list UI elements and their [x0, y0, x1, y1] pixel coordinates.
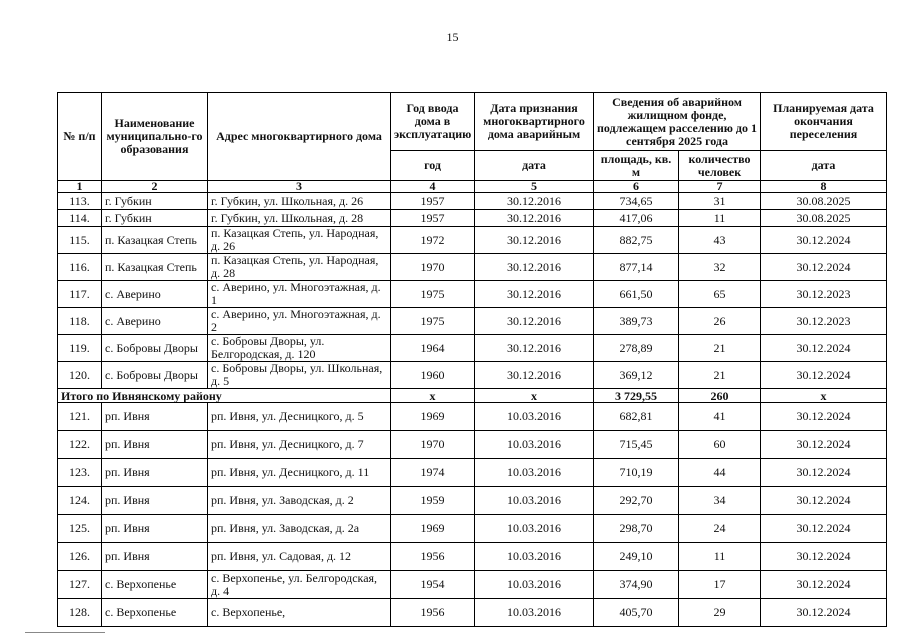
municipality-cell: с. Аверино [102, 281, 208, 308]
municipality-cell: рп. Ивня [102, 543, 208, 571]
column-number: 8 [761, 181, 887, 193]
table-body-part-a [58, 193, 887, 389]
emergency-date-cell: 10.03.2016 [475, 543, 594, 571]
emergency-date-cell: 30.12.2016 [475, 308, 594, 335]
page-bottom-rule [25, 632, 105, 633]
table-body-part-b [58, 403, 887, 627]
table-row [58, 459, 887, 487]
address-cell: с. Аверино, ул. Многоэтажная, д. 2 [208, 308, 391, 335]
year-cell: 1970 [391, 254, 475, 281]
emergency-date-cell: 10.03.2016 [475, 571, 594, 599]
header-num: № п/п [58, 93, 102, 181]
column-number: 7 [679, 181, 761, 193]
year-cell: 1969 [391, 403, 475, 431]
table-row [58, 254, 887, 281]
area-cell: 405,70 [594, 599, 679, 627]
area-cell: 715,45 [594, 431, 679, 459]
people-cell: 60 [679, 431, 761, 459]
subheader-date: дата [475, 151, 594, 181]
address-cell: с. Бобровы Дворы, ул. Белгородская, д. 120 [208, 335, 391, 362]
address-cell: рп. Ивня, ул. Садовая, д. 12 [208, 543, 391, 571]
table-row [58, 487, 887, 515]
municipality-cell: с. Бобровы Дворы [102, 362, 208, 389]
people-cell: 43 [679, 227, 761, 254]
emergency-date-cell: 10.03.2016 [475, 403, 594, 431]
total-label: Итого по Ивнянскому району [58, 389, 391, 403]
total-plan: x [761, 389, 887, 403]
area-cell: 682,81 [594, 403, 679, 431]
plan-date-cell: 30.08.2025 [761, 210, 887, 227]
year-cell: 1956 [391, 543, 475, 571]
row-number: 125. [58, 515, 102, 543]
year-cell: 1957 [391, 210, 475, 227]
area-cell: 292,70 [594, 487, 679, 515]
year-cell: 1974 [391, 459, 475, 487]
table-row [58, 599, 887, 627]
table-row [58, 308, 887, 335]
column-number: 5 [475, 181, 594, 193]
people-cell: 11 [679, 543, 761, 571]
people-cell: 32 [679, 254, 761, 281]
address-cell: рп. Ивня, ул. Десницкого, д. 5 [208, 403, 391, 431]
subheader-people: количество человек [679, 151, 761, 181]
total-section [58, 389, 887, 403]
emergency-date-cell: 10.03.2016 [475, 487, 594, 515]
area-cell: 882,75 [594, 227, 679, 254]
total-date: x [475, 389, 594, 403]
header-year-built: Год ввода дома в эксплуатацию [391, 93, 475, 151]
plan-date-cell: 30.12.2024 [761, 515, 887, 543]
year-cell: 1954 [391, 571, 475, 599]
emergency-date-cell: 10.03.2016 [475, 599, 594, 627]
emergency-date-cell: 30.12.2016 [475, 210, 594, 227]
municipality-cell: п. Казацкая Степь [102, 227, 208, 254]
address-cell: п. Казацкая Степь, ул. Народная, д. 28 [208, 254, 391, 281]
housing-table [57, 92, 887, 627]
people-cell: 11 [679, 210, 761, 227]
people-cell: 65 [679, 281, 761, 308]
plan-date-cell: 30.12.2024 [761, 227, 887, 254]
plan-date-cell: 30.12.2024 [761, 362, 887, 389]
table-row [58, 515, 887, 543]
header-fund-info: Сведения об аварийном жилищном фонде, подлежащем расселению до 1 сентября 2025 года [594, 93, 761, 151]
row-number: 117. [58, 281, 102, 308]
row-number: 118. [58, 308, 102, 335]
area-cell: 877,14 [594, 254, 679, 281]
area-cell: 734,65 [594, 193, 679, 210]
municipality-cell: с. Бобровы Дворы [102, 335, 208, 362]
area-cell: 369,12 [594, 362, 679, 389]
emergency-date-cell: 10.03.2016 [475, 431, 594, 459]
emergency-date-cell: 30.12.2016 [475, 281, 594, 308]
area-cell: 389,73 [594, 308, 679, 335]
total-people: 260 [679, 389, 761, 403]
plan-date-cell: 30.12.2024 [761, 403, 887, 431]
area-cell: 278,89 [594, 335, 679, 362]
table-row [58, 281, 887, 308]
column-number: 4 [391, 181, 475, 193]
address-cell: г. Губкин, ул. Школьная, д. 28 [208, 210, 391, 227]
total-year: x [391, 389, 475, 403]
municipality-cell: рп. Ивня [102, 459, 208, 487]
municipality-cell: с. Аверино [102, 308, 208, 335]
address-cell: п. Казацкая Степь, ул. Народная, д. 26 [208, 227, 391, 254]
municipality-cell: с. Верхопенье [102, 571, 208, 599]
plan-date-cell: 30.12.2024 [761, 571, 887, 599]
plan-date-cell: 30.12.2024 [761, 431, 887, 459]
people-cell: 26 [679, 308, 761, 335]
year-cell: 1960 [391, 362, 475, 389]
table-row [58, 210, 887, 227]
area-cell: 417,06 [594, 210, 679, 227]
emergency-date-cell: 30.12.2016 [475, 335, 594, 362]
year-cell: 1972 [391, 227, 475, 254]
row-number: 123. [58, 459, 102, 487]
address-cell: г. Губкин, ул. Школьная, д. 26 [208, 193, 391, 210]
subheader-area: площадь, кв. м [594, 151, 679, 181]
header-municipality: Наименование муниципально-го образования [102, 93, 208, 181]
row-number: 121. [58, 403, 102, 431]
municipality-cell: п. Казацкая Степь [102, 254, 208, 281]
address-cell: рп. Ивня, ул. Заводская, д. 2а [208, 515, 391, 543]
row-number: 127. [58, 571, 102, 599]
municipality-cell: рп. Ивня [102, 515, 208, 543]
plan-date-cell: 30.12.2023 [761, 281, 887, 308]
table-row [58, 193, 887, 210]
people-cell: 24 [679, 515, 761, 543]
people-cell: 44 [679, 459, 761, 487]
row-number: 113. [58, 193, 102, 210]
row-number: 119. [58, 335, 102, 362]
area-cell: 710,19 [594, 459, 679, 487]
address-cell: с. Верхопенье, ул. Белгородская, д. 4 [208, 571, 391, 599]
people-cell: 34 [679, 487, 761, 515]
total-area: 3 729,55 [594, 389, 679, 403]
table-row [58, 335, 887, 362]
plan-date-cell: 30.12.2024 [761, 254, 887, 281]
row-number: 116. [58, 254, 102, 281]
people-cell: 21 [679, 335, 761, 362]
plan-date-cell: 30.08.2025 [761, 193, 887, 210]
table-row [58, 571, 887, 599]
people-cell: 17 [679, 571, 761, 599]
area-cell: 298,70 [594, 515, 679, 543]
emergency-date-cell: 30.12.2016 [475, 193, 594, 210]
address-cell: рп. Ивня, ул. Десницкого, д. 7 [208, 431, 391, 459]
table-row [58, 362, 887, 389]
column-number: 6 [594, 181, 679, 193]
municipality-cell: рп. Ивня [102, 431, 208, 459]
emergency-date-cell: 30.12.2016 [475, 362, 594, 389]
table-row [58, 403, 887, 431]
year-cell: 1957 [391, 193, 475, 210]
address-cell: с. Верхопенье, [208, 599, 391, 627]
row-number: 128. [58, 599, 102, 627]
area-cell: 249,10 [594, 543, 679, 571]
address-cell: с. Аверино, ул. Многоэтажная, д. 1 [208, 281, 391, 308]
subheader-plan-date: дата [761, 151, 887, 181]
people-cell: 41 [679, 403, 761, 431]
row-number: 120. [58, 362, 102, 389]
address-cell: рп. Ивня, ул. Заводская, д. 2 [208, 487, 391, 515]
plan-date-cell: 30.12.2024 [761, 459, 887, 487]
municipality-cell: г. Губкин [102, 193, 208, 210]
table-row [58, 543, 887, 571]
plan-date-cell: 30.12.2024 [761, 543, 887, 571]
plan-date-cell: 30.12.2024 [761, 599, 887, 627]
area-cell: 661,50 [594, 281, 679, 308]
row-number: 114. [58, 210, 102, 227]
year-cell: 1970 [391, 431, 475, 459]
subheader-year: год [391, 151, 475, 181]
row-number: 122. [58, 431, 102, 459]
table-row [58, 431, 887, 459]
column-number: 2 [102, 181, 208, 193]
plan-date-cell: 30.12.2024 [761, 487, 887, 515]
municipality-cell: рп. Ивня [102, 487, 208, 515]
municipality-cell: рп. Ивня [102, 403, 208, 431]
year-cell: 1964 [391, 335, 475, 362]
emergency-date-cell: 30.12.2016 [475, 254, 594, 281]
municipality-cell: с. Верхопенье [102, 599, 208, 627]
people-cell: 21 [679, 362, 761, 389]
plan-date-cell: 30.12.2023 [761, 308, 887, 335]
table-row [58, 227, 887, 254]
header-address: Адрес многоквартирного дома [208, 93, 391, 181]
plan-date-cell: 30.12.2024 [761, 335, 887, 362]
header-emergency-date: Дата признания многоквартирного дома аварийным [475, 93, 594, 151]
row-number: 124. [58, 487, 102, 515]
year-cell: 1959 [391, 487, 475, 515]
row-number: 126. [58, 543, 102, 571]
address-cell: рп. Ивня, ул. Десницкого, д. 11 [208, 459, 391, 487]
column-number: 1 [58, 181, 102, 193]
emergency-date-cell: 30.12.2016 [475, 227, 594, 254]
row-number: 115. [58, 227, 102, 254]
address-cell: с. Бобровы Дворы, ул. Школьная, д. 5 [208, 362, 391, 389]
area-cell: 374,90 [594, 571, 679, 599]
emergency-date-cell: 10.03.2016 [475, 515, 594, 543]
year-cell: 1956 [391, 599, 475, 627]
total-row [58, 389, 887, 403]
page-number: 15 [446, 30, 459, 44]
emergency-date-cell: 10.03.2016 [475, 459, 594, 487]
header-planned-end: Планируемая дата окончания переселения [761, 93, 887, 151]
year-cell: 1969 [391, 515, 475, 543]
municipality-cell: г. Губкин [102, 210, 208, 227]
year-cell: 1975 [391, 281, 475, 308]
column-number: 3 [208, 181, 391, 193]
year-cell: 1975 [391, 308, 475, 335]
people-cell: 29 [679, 599, 761, 627]
people-cell: 31 [679, 193, 761, 210]
